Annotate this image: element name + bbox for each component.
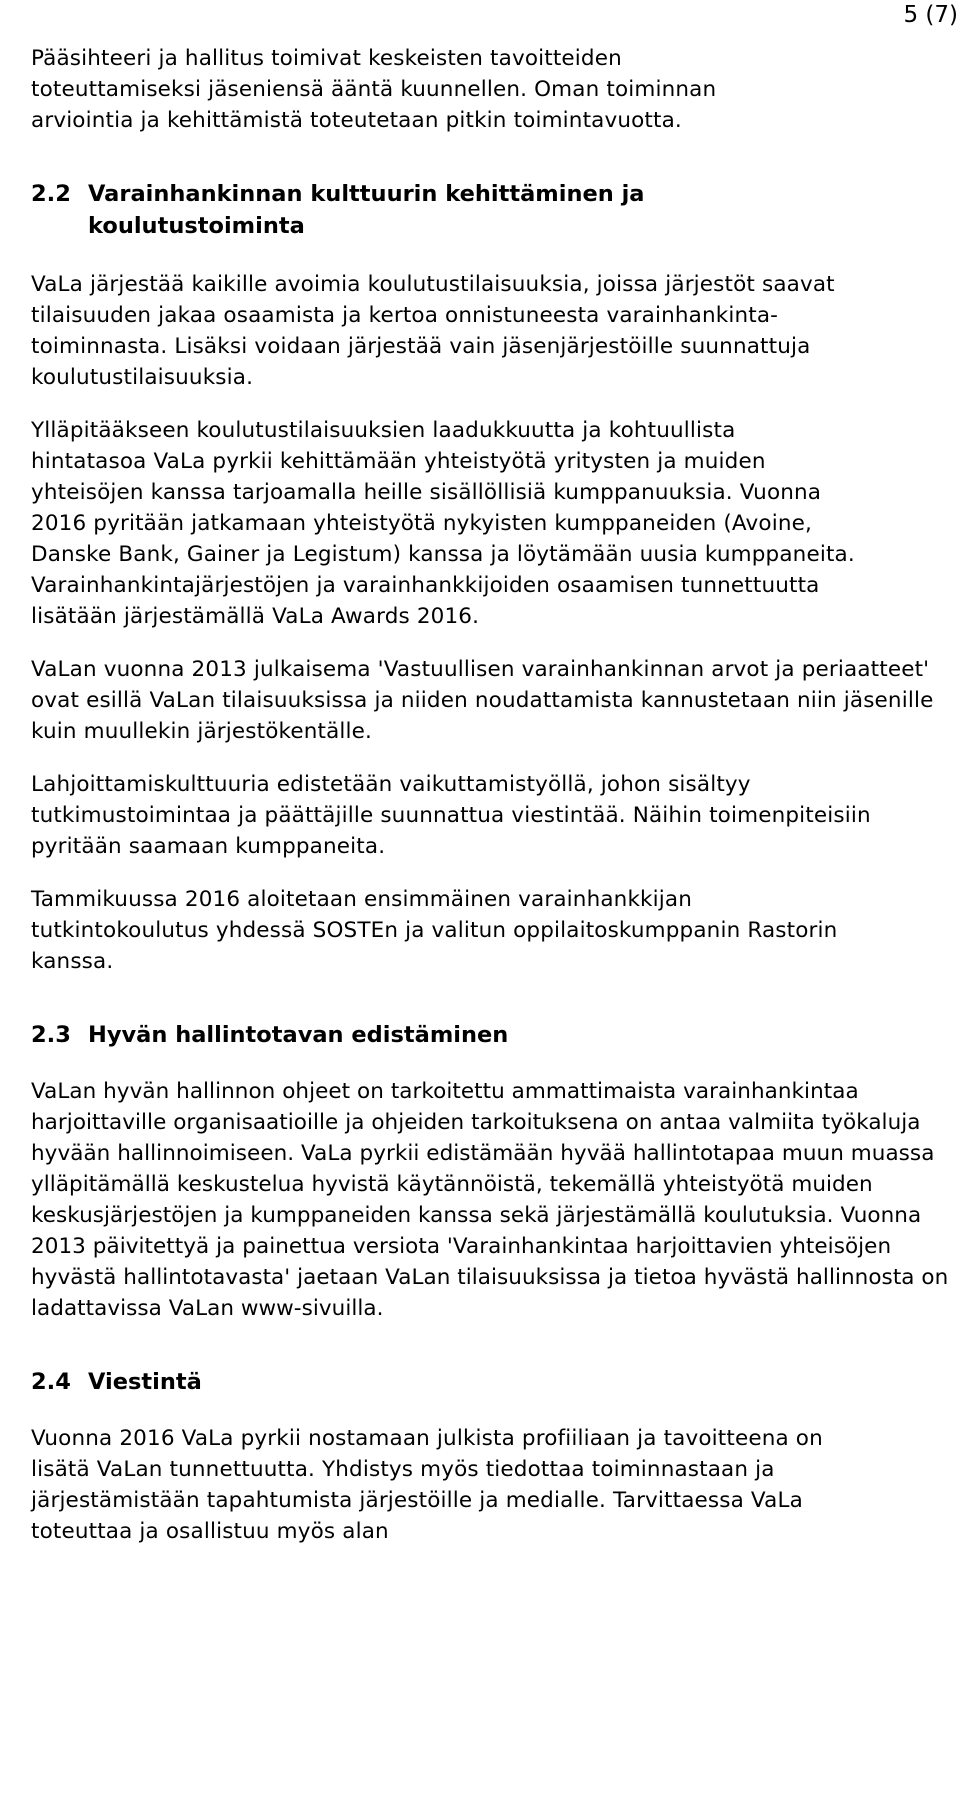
section-number: 2.3 <box>31 1022 71 1048</box>
section-2-2-paragraph-4: Lahjoittamiskulttuuria edistetään vaikuttamistyöllä, johon sisältyy tutkimustoimintaa ja päättäjille suunnattua viestintää. Näihin toimenpiteisiin pyritään saamaan kumppaneita. <box>31 772 871 859</box>
section-2-2-paragraph-2: Ylläpitääkseen koulutustilaisuuksien laadukkuutta ja kohtuullista hintatasoa VaLa pyrkii kehittämään yhteistyötä yritysten ja muiden yhteisöjen kanssa tarjoamalla heille sisällöllisiä kumppanuuksia. Vuonna 2016 pyritään jatkamaan yhteistyötä nykyisten kumppaneiden (Avoine, Danske Bank, Gainer ja Legistum) kanssa ja löytämään uusia kumppaneita. Varainhankintajärjestöjen ja varainhankkijoiden osaamisen tunnettuutta lisätään järjestämällä VaLa Awards 2016. <box>31 418 855 629</box>
section-title: Hyvän hallintotavan edistäminen <box>88 1022 509 1048</box>
section-2-4-paragraph-1: Vuonna 2016 VaLa pyrkii nostamaan julkista profiiliaan ja tavoitteena on lisätä VaLan tunnettuutta. Yhdistys myös tiedottaa toiminnastaan ja järjestämistään tapahtumista järjestöille ja medialle. Tarvittaessa VaLa toteuttaa ja osallistuu myös alan <box>31 1426 823 1544</box>
section-number: 2.4 <box>31 1369 71 1395</box>
section-heading-2-4 <box>31 1366 956 1398</box>
section-2-2-paragraph-5: Tammikuussa 2016 aloitetaan ensimmäinen varainhankkijan tutkintokoulutus yhdessä SOSTEn ja valitun oppilaitoskumppanin Rastorin kanssa. <box>31 887 838 974</box>
section-title: Varainhankinnan kulttuurin kehittäminen ja koulutustoiminta <box>88 181 645 239</box>
section-2-3-paragraph-1: VaLan hyvän hallinnon ohjeet on tarkoitettu ammattimaista varainhankintaa harjoittaville organisaatioille ja ohjeiden tarkoituksena on antaa valmiita työkaluja hyvään hallinnoimiseen. VaLa pyrkii edistämään hyvää hallintotapaa muun muassa ylläpitämällä keskustelua hyvistä käytännöistä, tekemällä yhteistyötä muiden keskusjärjestöjen ja kumppaneiden kanssa sekä järjestämällä koulutuksia. Vuonna 2013 päivitettyä ja painettua versiota 'Varainhankintaa harjoittavien yhteisöjen hyvästä hallintotavasta' jaetaan VaLan tilaisuuksissa ja tietoa hyvästä hallinnosta on ladattavissa VaLan www-sivuilla. <box>31 1079 949 1321</box>
section-heading-2-3 <box>31 1019 956 1051</box>
section-2-2-paragraph-1: VaLa järjestää kaikille avoimia koulutustilaisuuksia, joissa järjestöt saavat tilaisuuden jakaa osaamista ja kertoa onnistuneesta varainhankinta-toiminnasta. Lisäksi voidaan järjestää vain jäsenjärjestöille suunnattuja koulutustilaisuuksia. <box>31 272 835 390</box>
section-2-2-paragraph-3: VaLan vuonna 2013 julkaisema 'Vastuullisen varainhankinnan arvot ja periaatteet' ovat esillä VaLan tilaisuuksissa ja niiden noudattamista kannustetaan niin jäsenille kuin muullekin järjestökentälle. <box>31 657 934 744</box>
page-number: 5 (7) <box>903 2 958 28</box>
section-number: 2.2 <box>31 181 71 207</box>
section-title: Viestintä <box>88 1369 202 1395</box>
document-body <box>31 43 956 1547</box>
section-heading-2-2 <box>31 178 731 242</box>
intro-paragraph: Pääsihteeri ja hallitus toimivat keskeisten tavoitteiden toteuttamiseksi jäseniensä ääntä kuunnellen. Oman toiminnan arviointia ja kehittämistä toteutetaan pitkin toimintavuotta. <box>31 46 717 133</box>
